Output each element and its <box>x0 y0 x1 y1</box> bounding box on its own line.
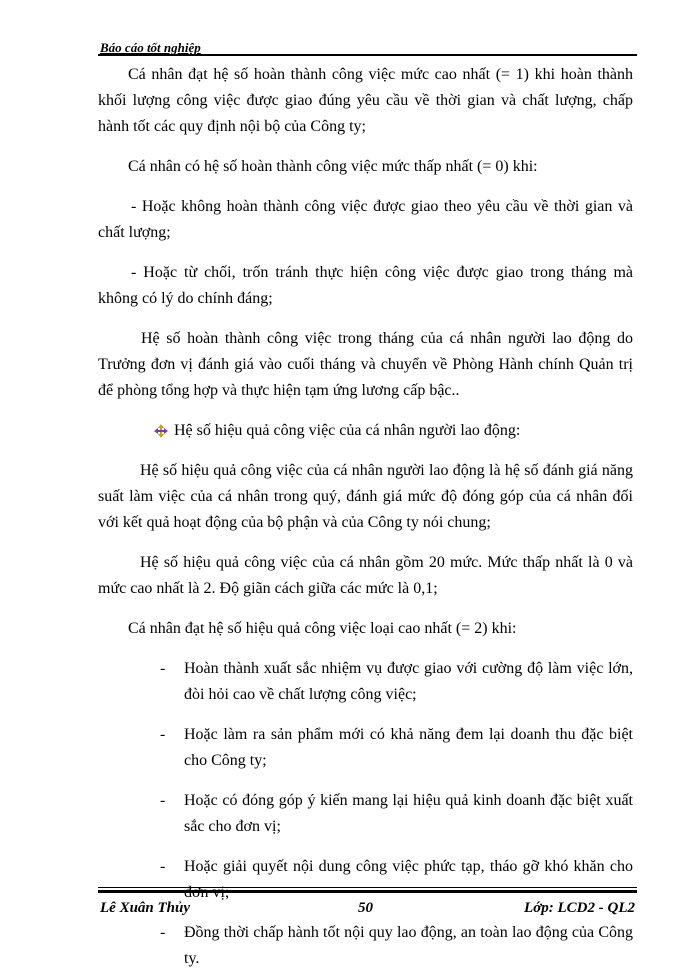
header-title: Báo cáo tốt nghiệp <box>100 40 201 55</box>
list-item-text: Đồng thời chấp hành tốt nội quy lao động, an toàn lao động của Công ty. <box>184 924 633 967</box>
list-item <box>98 656 633 708</box>
footer-class: Lớp: LCD2 - QL2 <box>524 900 635 916</box>
paragraph-2: Cá nhân có hệ số hoàn thành công việc mức thấp nhất (= 0) khi: <box>128 158 538 175</box>
paragraph-3: - Hoặc không hoàn thành công việc được giao theo yêu cầu về thời gian và chất lượng; <box>98 198 633 241</box>
footer-rule-thick <box>98 890 637 893</box>
list-item-text: Hoàn thành xuất sắc nhiệm vụ được giao với cường độ làm việc lớn, đòi hỏi cao về chất lượng công việc; <box>184 660 633 703</box>
list-item <box>98 920 633 972</box>
list-item-text: Hoặc có đóng góp ý kiến mang lại hiệu quả kinh doanh đặc biệt xuất sắc cho đơn vị; <box>184 792 633 835</box>
footer-author: Lê Xuân Thủy <box>100 900 191 916</box>
dash-marker: - <box>160 726 166 743</box>
paragraph-6: Hệ số hiệu quả công việc của cá nhân người lao động là hệ số đánh giá năng suất làm việc của cá nhân trong quý, đánh giá mức độ đóng góp của cá nhân đối với kết quả hoạt động của bộ phận và của Công ty nói chung; <box>98 462 633 531</box>
dash-marker: - <box>160 924 166 941</box>
list-item-text: Hoặc làm ra sản phẩm mới có khả năng đem lại doanh thu đặc biệt cho Công ty; <box>184 726 633 769</box>
section-heading-text: Hệ số hiệu quả công việc của cá nhân người lao động: <box>174 422 521 439</box>
criteria-list <box>98 656 633 972</box>
paragraph-1: Cá nhân đạt hệ số hoàn thành công việc mức cao nhất (= 1) khi hoàn thành khối lượng công việc được giao đúng yêu cầu về thời gian và chất lượng, chấp hành tốt các quy định nội bộ của Công ty; <box>98 66 633 135</box>
page-number: 50 <box>358 900 373 916</box>
header-rule <box>98 54 637 56</box>
paragraph-8: Cá nhân đạt hệ số hiệu quả công việc loại cao nhất (= 2) khi: <box>128 620 517 637</box>
list-item-text: Hoặc giải quyết nội dung công việc phức tạp, tháo gỡ khó khăn cho đơn vị; <box>184 858 633 901</box>
page-body <box>98 62 633 972</box>
paragraph-5: Hệ số hoàn thành công việc trong tháng của cá nhân người lao động do Trưởng đơn vị đánh giá vào cuối tháng và chuyển về Phòng Hành chính Quản trị để phòng tổng hợp và thực hiện tạm ứng lương cấp bậc.. <box>98 330 633 399</box>
four-way-arrow-icon <box>154 424 168 438</box>
paragraph-4: - Hoặc từ chối, trốn tránh thực hiện công việc được giao trong tháng mà không có lý do chính đáng; <box>98 264 633 307</box>
dash-marker: - <box>160 858 166 875</box>
list-item <box>98 788 633 840</box>
dash-marker: - <box>160 660 166 677</box>
dash-marker: - <box>160 792 166 809</box>
paragraph-7: Hệ số hiệu quả công việc của cá nhân gồm 20 mức. Mức thấp nhất là 0 và mức cao nhất là 2. Độ giãn cách giữa các mức là 0,1; <box>98 554 633 597</box>
list-item <box>98 722 633 774</box>
section-heading <box>98 418 633 444</box>
list-item <box>98 854 633 906</box>
footer-rule-thin <box>98 887 637 888</box>
